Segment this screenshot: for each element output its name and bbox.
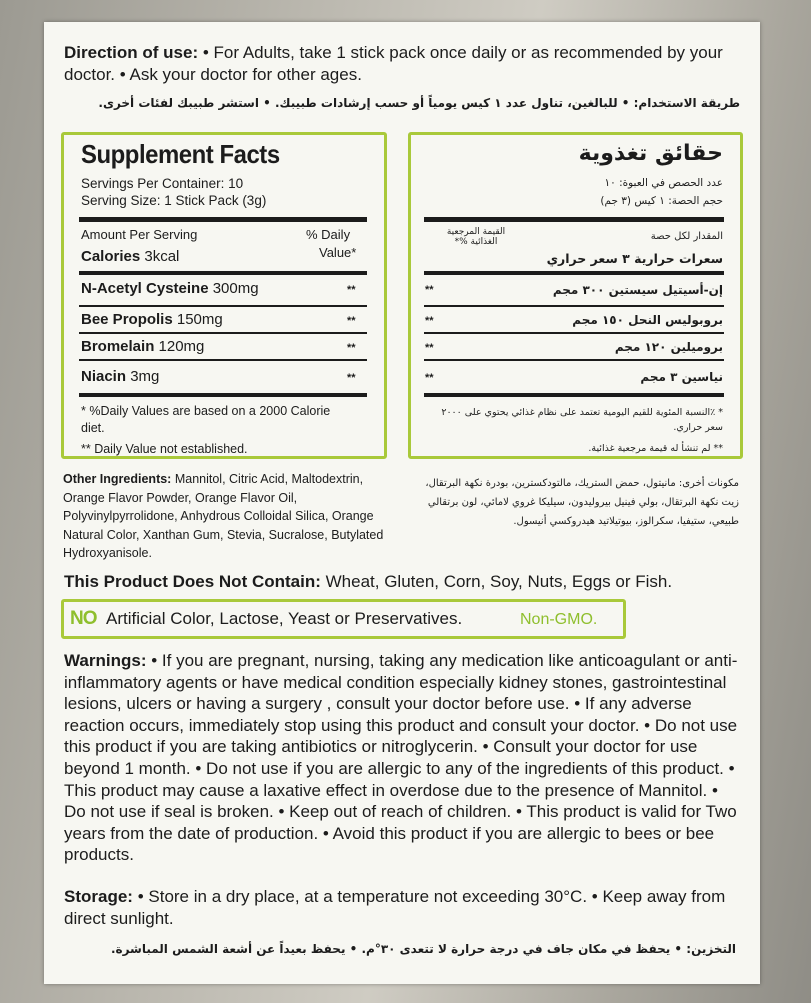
daily-value-mark: ** <box>425 342 434 354</box>
daily-value-mark: ** <box>347 342 356 354</box>
arabic-dv-header-line: الغذائية %* <box>454 237 498 247</box>
daily-value-mark: ** <box>425 284 434 296</box>
daily-value-header-2: Value* <box>319 245 357 260</box>
servings-per-container: Servings Per Container: 10 <box>81 176 244 191</box>
facts-row <box>81 280 259 297</box>
storage <box>64 886 742 929</box>
warnings-text: • If you are pregnant, nursing, taking any medication like anticoagulant or anti-inflammatory agents or have medical condition especially kidney stones, gastrointestinal lesions, ulcers or having a surgery , consult your doctor before use. • If any adverse reaction occurs, immediately stop using this product and consult your doctor. • Do not use this product if you are taking antibiotics or nitroglycerin. • Consult your doctor for use beyond 1 month. • Do not use if you are allergic to any of the ingredients of this product. • This product may cause a laxative effect in overdose due to the presence of Mannitol. • Do not use if seal is broken. • Keep out of reach of children. • This product is valid for Two years from the date of production. • Avoid this product if you are allergic to bees or bee products. <box>64 651 738 865</box>
daily-value-header: % Daily <box>306 227 351 242</box>
arabic-facts-row: نياسين ٣ مجم <box>640 370 723 384</box>
thick-divider <box>424 217 724 222</box>
facts-row <box>81 368 159 385</box>
row-divider <box>79 332 367 334</box>
does-not-contain-text: Wheat, Gluten, Corn, Soy, Nuts, Eggs or Fish. <box>325 572 673 591</box>
footnote-not-established: ** Daily Value not established. <box>81 442 248 456</box>
arabic-facts-title: حقائق تغذوية <box>578 141 723 166</box>
row-divider <box>424 305 724 307</box>
direction-text: • For Adults, take 1 stick pack once daily or as recommended by your doctor. • Ask your doctor for other ages. <box>64 43 723 84</box>
direction-label: Direction of use: <box>64 43 199 62</box>
calories-line <box>81 248 179 265</box>
storage-label: Storage: <box>64 887 133 906</box>
amount-per-serving-header: Amount Per Serving <box>81 227 198 242</box>
calories-label: Calories <box>81 248 141 265</box>
row-divider <box>79 359 367 361</box>
storage-arabic: التخزين: • يحفظ في مكان جاف في درجة حرارة لا تتعدى ٣٠°م. • يحفظ بعيداً عن أشعة الشمس المباشرة. <box>110 942 736 956</box>
arabic-amount-header: المقدار لكل حصة <box>650 231 723 242</box>
no-additives-banner <box>61 599 626 639</box>
arabic-dv-header-line: القيمة المرجعية <box>446 227 506 237</box>
direction-of-use <box>64 42 744 86</box>
ingredient-amount: 150mg <box>176 311 223 328</box>
thick-divider <box>79 217 367 222</box>
daily-value-mark: ** <box>425 315 434 327</box>
serving-size: Serving Size: 1 Stick Pack (3g) <box>81 193 267 208</box>
thick-divider <box>424 393 724 397</box>
product-label <box>44 22 760 984</box>
facts-title: Supplement Facts <box>81 139 280 169</box>
no-additives-text: Artificial Color, Lactose, Yeast or Preservatives. <box>106 609 463 628</box>
ingredient-name: N-Acetyl Cysteine <box>81 280 209 297</box>
ingredient-name: Bee Propolis <box>81 311 173 328</box>
arabic-serving-size: حجم الحصة: ١ كيس (٣ جم) <box>600 195 723 207</box>
arabic-dv-header <box>431 227 521 247</box>
does-not-contain-label: This Product Does Not Contain: <box>64 572 321 591</box>
thick-divider <box>79 271 367 275</box>
warnings <box>64 650 742 866</box>
arabic-other-ingredients: مكونات أخرى: مانيتول، حمض الستريك، مالتودكسترين، بودرة نكهة البرتقال، زيت نكهة البرتقال، بولي فينيل بيروليدون، سيليكا غروي لامائي، لون برتقالي طبيعي، ستيفيا، سكرالوز، بيوتيلاتيد هيدروكسي أنيسول. <box>425 478 739 527</box>
does-not-contain <box>64 571 754 593</box>
storage-text: • Store in a dry place, at a temperature not exceeding 30°C. • Keep away from direct sunlight. <box>64 887 726 928</box>
ingredient-name: Niacin <box>81 368 127 385</box>
row-divider <box>424 359 724 361</box>
facts-row <box>81 338 204 355</box>
direction-arabic: طريقة الاستخدام: • للبالغين، تناول عدد ١ كيس يومياً أو حسب إرشادات طبيبك. • استشر طبيبك لفئات أخرى. <box>98 96 740 110</box>
daily-value-mark: ** <box>347 315 356 327</box>
no-label: NO <box>70 608 97 629</box>
other-ingredients-label: Other Ingredients: <box>63 472 172 486</box>
thick-divider <box>424 271 724 275</box>
ingredient-amount: 120mg <box>158 338 205 355</box>
arabic-facts-row: بروميلين ١٢٠ مجم <box>614 340 723 354</box>
ingredient-amount: 300mg <box>212 280 259 297</box>
facts-row <box>81 311 223 328</box>
supplement-facts-panel <box>61 132 387 459</box>
arabic-facts-row: بروبوليس النحل ١٥٠ مجم <box>572 313 723 327</box>
non-gmo-label: Non-GMO. <box>520 611 598 628</box>
daily-value-mark: ** <box>425 372 434 384</box>
arabic-facts-row: إن-أسيتيل سيستين ٣٠٠ مجم <box>552 283 723 297</box>
ingredient-name: Bromelain <box>81 338 155 355</box>
thick-divider <box>79 393 367 397</box>
arabic-footnote-daily-values: * ٪النسبة المئوية للقيم اليومية تعتمد على نظام غذائي يحتوي على ٢٠٠٠ سعر حراري. <box>441 407 723 433</box>
daily-value-mark: ** <box>347 284 356 296</box>
footnote-daily-values: * %Daily Values are based on a 2000 Calorie diet. <box>81 404 331 435</box>
other-ingredients-text: Mannitol, Citric Acid, Maltodextrin, Orange Flavor Powder, Orange Flavor Oil, Polyvinylpyrrolidone, Anhydrous Colloidal Silica, Orange Natural Color, Xanthan Gum, Stevia, Sucralose, Butylated Hydroxyanisole. <box>63 472 384 560</box>
ingredient-amount: 3mg <box>130 368 160 385</box>
row-divider <box>79 305 367 307</box>
other-ingredients <box>63 470 395 563</box>
arabic-servings-per-container: عدد الحصص في العبوة: ١٠ <box>604 177 723 189</box>
arabic-footnote-not-established: ** لم تنشأ له قيمة مرجعية غذائية. <box>588 443 723 454</box>
warnings-label: Warnings: <box>64 651 147 670</box>
daily-value-mark: ** <box>347 372 356 384</box>
arabic-calories: سعرات حرارية ٣ سعر حراري <box>546 251 723 266</box>
calories-value: 3kcal <box>144 248 180 265</box>
row-divider <box>424 332 724 334</box>
arabic-facts-panel <box>408 132 743 459</box>
